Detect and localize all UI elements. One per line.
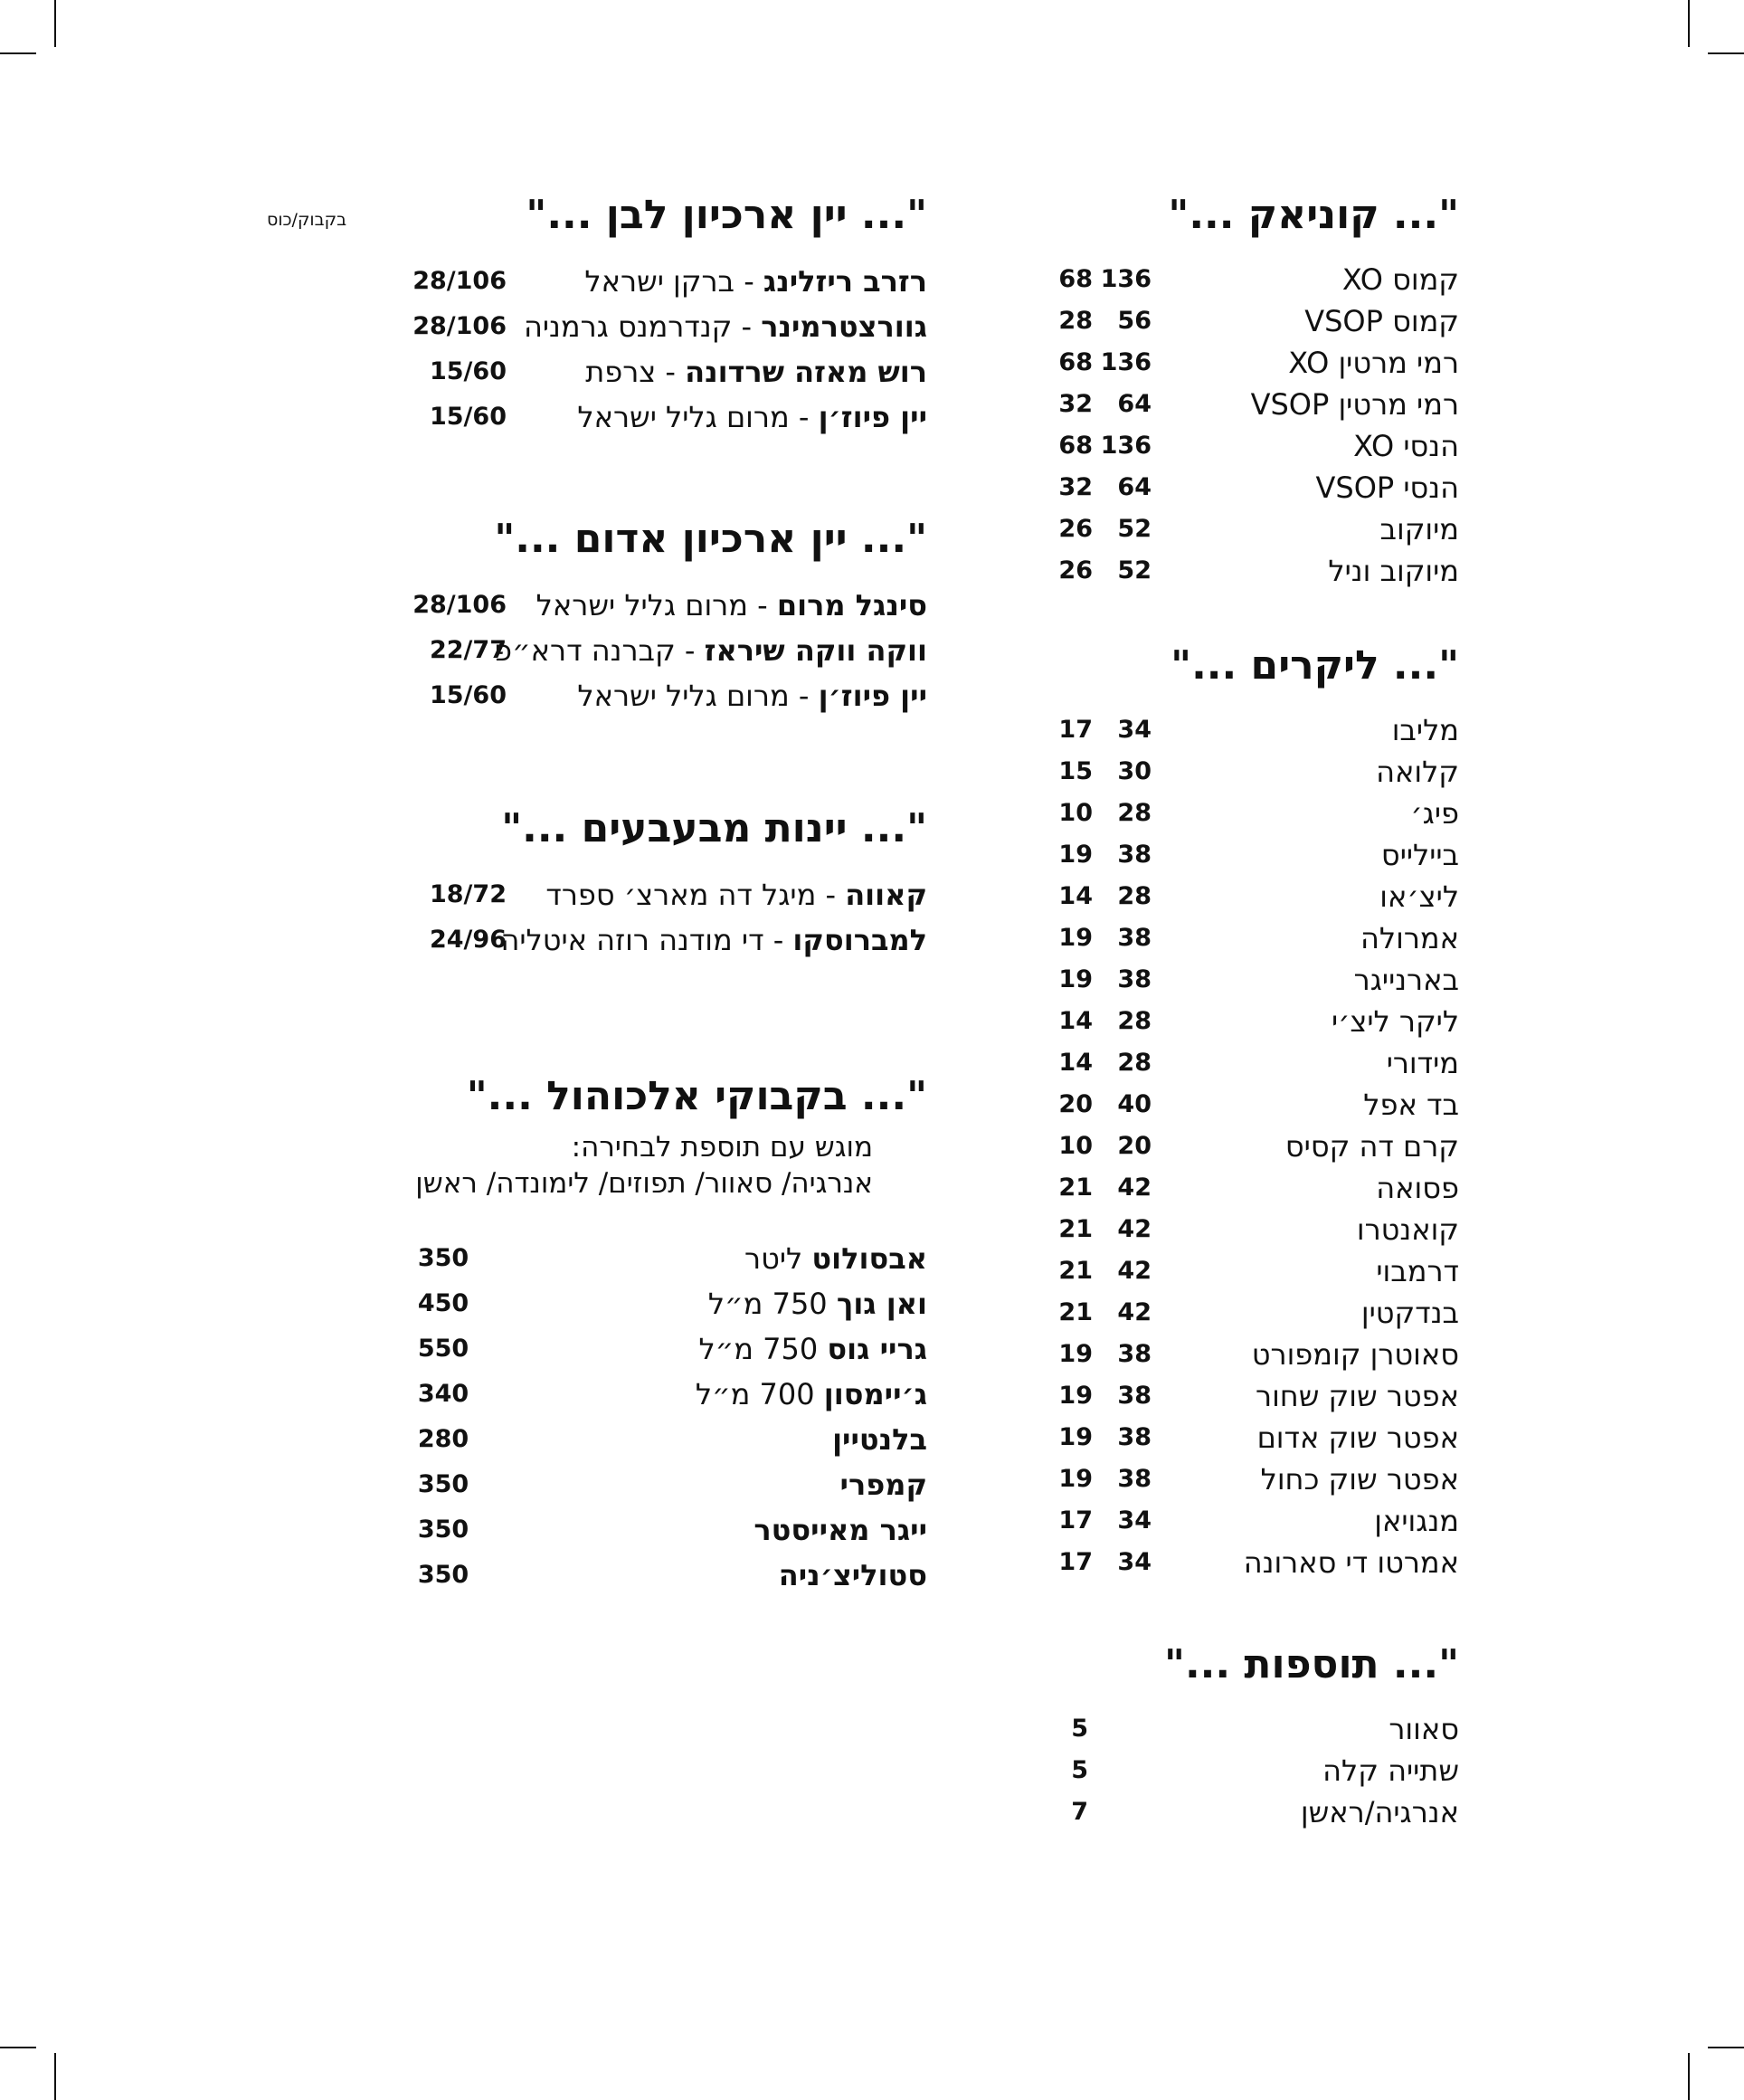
item-name: אמרטו די סארונה [1243,1545,1459,1580]
bottles-list [267,1236,927,1598]
item-name [584,259,927,304]
item-price-bottle: 40 [1117,1090,1152,1118]
item-name [585,349,927,394]
item-price-bottle: 38 [1117,1465,1152,1493]
menu-item-row [267,583,927,628]
item-price-bottle: 64 [1117,390,1152,418]
crop-mark [54,0,56,47]
section-title: "... יינות מבעבעים ..." [501,805,927,851]
item-name-detail: 750 מ״ל [698,1332,828,1366]
item-name: אפטר שוק שחור [1256,1379,1459,1413]
item-price-bottle: 42 [1117,1215,1152,1243]
item-price-glass: 26 [1058,515,1093,543]
item-price-glass: 68 [1058,348,1093,376]
item-price-bottle: 34 [1117,1548,1152,1576]
item-name: קמוס VSOP [1304,304,1459,338]
item-name-detail: 750 מ״ל [707,1287,837,1321]
item-name: אנרגיה/ראשן [1300,1795,1459,1829]
menu-item-row [267,872,927,917]
item-name: קלואה [1376,755,1459,789]
item-price: 350 [417,1244,469,1272]
menu-item-row [672,1791,1459,1833]
item-price-glass: 19 [1058,1340,1093,1368]
item-price-glass: 28 [1058,307,1093,335]
item-price: 340 [417,1380,469,1408]
menu-item-row [267,1553,927,1598]
item-name [577,394,927,440]
item-name-detail: - צרפת [585,355,686,389]
item-name-bold: ווקה ווקה שיראז [704,633,927,668]
item-price-glass: 68 [1058,432,1093,460]
item-name: פיג׳ [1410,796,1459,831]
item-name [754,1507,927,1553]
item-name: הנסי VSOP [1315,470,1459,505]
item-name: קואנטרו [1356,1212,1459,1247]
item-price-bottle: 38 [1117,841,1152,869]
section-title: "... בקבוקי אלכוהול ..." [466,1073,927,1119]
item-price-glass: 21 [1058,1257,1093,1285]
item-name-bold: יין פיוז׳ן [818,400,927,434]
item-price-bottle: 52 [1117,556,1152,584]
item-name-bold: בלנטיין [832,1422,927,1457]
section-title [267,188,927,242]
item-name: בד אפל [1363,1088,1459,1122]
bottle-glass-note: בקבוק/כוס [267,210,347,230]
item-name-bold: ואן גוך [836,1287,927,1321]
item-name: מליבו [1391,713,1459,747]
item-price-glass: 20 [1058,1090,1093,1118]
item-price-bottle: 38 [1117,924,1152,952]
item-name: ליצ׳או [1379,879,1459,914]
item-price: 280 [417,1425,469,1453]
item-price: 350 [417,1561,469,1589]
item-name: בנדקטין [1360,1296,1459,1330]
item-price-glass: 21 [1058,1298,1093,1326]
item-price-glass: 26 [1058,556,1093,584]
item-price-bottle: 64 [1117,473,1152,501]
item-name-detail: 700 מ״ל [695,1377,824,1411]
item-name [779,1553,927,1598]
item-name [494,628,927,673]
item-name-bold: יין פיוז׳ן [818,679,927,713]
item-name: רמי מרטין XO [1288,346,1459,380]
item-price-glass: 19 [1058,1423,1093,1451]
item-name: קמוס XO [1341,262,1459,297]
item-price-glass: 17 [1058,1506,1093,1535]
item-name: סאוור [1389,1712,1459,1746]
item-price: 15/60 [429,681,507,709]
item-name-bold: סטוליצ׳ניה [778,1558,927,1592]
section-title: "... יין ארכיון אדום ..." [494,516,927,562]
item-price-bottle: 38 [1117,1382,1152,1410]
item-price: 7 [1071,1798,1088,1826]
item-price-bottle: 38 [1117,1340,1152,1368]
item-price-bottle: 28 [1117,799,1152,827]
crop-mark [1708,52,1744,54]
item-name: מיוקוב וניל [1328,554,1459,588]
item-price-bottle: 34 [1117,1506,1152,1535]
crop-mark [1708,2047,1744,2048]
menu-item-row [267,673,927,718]
item-price-glass: 10 [1058,799,1093,827]
item-price: 350 [417,1470,469,1498]
item-price-glass: 19 [1058,965,1093,993]
sparkling-list [267,872,927,963]
item-name: פסואה [1376,1171,1459,1205]
item-price-glass: 19 [1058,1465,1093,1493]
item-name: ביילייס [1380,838,1459,872]
item-name: רמי מרטין VSOP [1250,387,1459,422]
item-price-bottle: 42 [1117,1257,1152,1285]
item-name: קרם דה קסיס [1284,1129,1459,1164]
item-price-glass: 21 [1058,1174,1093,1202]
bottles-intro-line-1: מוגש עם תוספת לבחירה: [571,1131,873,1164]
item-price-bottle: 136 [1100,265,1152,293]
item-price: 550 [417,1335,469,1363]
item-name [698,1326,927,1372]
item-price: 5 [1071,1715,1088,1743]
item-name [500,917,927,963]
menu-item-row [267,304,927,349]
crop-mark [0,52,36,54]
red-wine-section [267,512,927,718]
menu-item-row [267,1462,927,1507]
item-name-bold: ייגר מאייסטר [754,1513,927,1547]
item-name [536,583,927,628]
item-price-glass: 21 [1058,1215,1093,1243]
item-price-bottle: 56 [1117,307,1152,335]
item-price-bottle: 52 [1117,515,1152,543]
item-price: 22/77 [429,636,507,664]
section-title-text: "... יין ארכיון לבן ..." [526,192,927,238]
item-price-glass: 17 [1058,716,1093,744]
item-name-detail: - מיגל דה מארצ׳ ספרד [545,878,846,912]
menu-item-row [267,917,927,963]
crop-mark [0,2047,36,2048]
item-name-bold: קאווה [845,878,927,912]
item-name: אמרולה [1360,921,1459,955]
item-name-detail: - קנדרמנס גרמניה [523,309,762,344]
item-price: 18/72 [429,880,507,908]
item-name-bold: ג׳יימסון [823,1377,927,1411]
item-price-bottle: 34 [1117,716,1152,744]
item-price-bottle: 38 [1117,965,1152,993]
item-name-bold: קמפרי [839,1468,927,1502]
item-name: שתייה קלה [1322,1753,1459,1788]
item-price-glass: 14 [1058,1049,1093,1077]
item-name-bold: גריי גוס [827,1332,927,1366]
item-name [696,1372,927,1417]
item-name-detail: - מרום גליל ישראל [536,588,777,622]
menu-item-row [267,1372,927,1417]
item-name-bold: רוש מאזה שרדונה [685,355,927,389]
item-name-bold: למברוסקו [792,923,927,957]
item-price-bottle: 136 [1100,348,1152,376]
item-name [524,304,927,349]
menu-item-row [267,628,927,673]
item-price: 24/96 [429,926,507,954]
item-price: 5 [1071,1756,1088,1784]
bottles-intro-line-2: אנרגיה/ סאוור/ תפוזים/ לימונדה/ ראשן [415,1167,873,1200]
item-price-glass: 19 [1058,1382,1093,1410]
item-name [840,1462,927,1507]
item-price-glass: 15 [1058,757,1093,785]
menu-item-row [267,1417,927,1462]
item-name: מידורי [1386,1046,1459,1080]
item-name: אפטר שוק אדום [1256,1421,1459,1455]
item-price-glass: 19 [1058,924,1093,952]
menu-item-row [267,349,927,394]
item-price-bottle: 42 [1117,1174,1152,1202]
item-price-bottle: 30 [1117,757,1152,785]
sparkling-wine-section [267,802,927,963]
item-name [545,872,927,917]
crop-mark [1688,0,1690,47]
item-price-bottle: 28 [1117,882,1152,910]
item-price-bottle: 28 [1117,1049,1152,1077]
item-name: סאוטרן קומפורט [1251,1337,1459,1372]
item-name: בארנייגר [1353,963,1459,997]
item-name-detail: - די מודנה רוזה איטליה [500,923,793,957]
crop-mark [54,2053,56,2100]
section-title: "... ליקרים ..." [1171,642,1459,689]
item-price-glass: 68 [1058,265,1093,293]
item-price-glass: 17 [1058,1548,1093,1576]
item-name: דרמבוי [1376,1254,1459,1288]
menu-item-row [267,1326,927,1372]
item-name: הנסי XO [1353,429,1459,463]
item-name-detail: ליטר [744,1241,812,1276]
menu-item-row [267,259,927,304]
item-name [708,1281,927,1326]
item-name-detail: - ברקן ישראל [584,264,763,299]
item-price-glass: 14 [1058,1007,1093,1035]
item-price: 350 [417,1516,469,1544]
item-price-bottle: 20 [1117,1132,1152,1160]
red-wine-list [267,583,927,718]
section-title: "... תוספות ..." [1164,1641,1459,1687]
item-price-glass: 10 [1058,1132,1093,1160]
item-price-bottle: 38 [1117,1423,1152,1451]
item-name [577,673,927,718]
item-price-glass: 19 [1058,841,1093,869]
item-name-bold: אבסולוט [811,1241,927,1276]
item-price: 15/60 [429,357,507,385]
menu-item-row [672,1750,1459,1791]
white-wine-list [267,259,927,440]
item-name: אפטר שוק כחול [1260,1462,1459,1497]
item-price: 28/106 [412,591,507,619]
item-price-glass: 32 [1058,473,1093,501]
item-price-bottle: 28 [1117,1007,1152,1035]
item-price-glass: 32 [1058,390,1093,418]
menu-item-row [267,1236,927,1281]
item-name-detail: - מרום גליל ישראל [577,679,819,713]
menu-item-row [267,394,927,440]
item-name-bold: סינגל מרום [776,588,927,622]
item-price: 450 [417,1289,469,1317]
item-name-bold: רזרב ריזלינג [763,264,927,299]
crop-mark [1688,2053,1690,2100]
item-name: מנגויאן [1374,1504,1459,1538]
item-name [832,1417,927,1462]
menu-item-row [267,1507,927,1553]
menu-item-row [267,1281,927,1326]
item-name: מיוקוב [1379,512,1459,546]
item-name-bold: גוורצטרמינר [761,309,927,344]
menu-item-row [672,1708,1459,1750]
white-wine-section [267,188,927,440]
bottles-section [267,1069,927,1598]
item-name-detail: - מרום גליל ישראל [577,400,819,434]
item-price-glass: 14 [1058,882,1093,910]
item-price-bottle: 136 [1100,432,1152,460]
item-name: ליקר ליצ׳י [1331,1004,1459,1039]
item-name-detail: - קברנה דרא״פ [494,633,705,668]
item-name [744,1236,927,1281]
item-price: 28/106 [412,267,507,295]
item-price: 15/60 [429,403,507,431]
extras-section [672,1638,1459,1833]
extras-list [672,1708,1459,1833]
item-price: 28/106 [412,312,507,340]
section-title: "... קוניאק ..." [1168,192,1459,238]
menu-column-left [267,188,927,1598]
item-price-bottle: 42 [1117,1298,1152,1326]
